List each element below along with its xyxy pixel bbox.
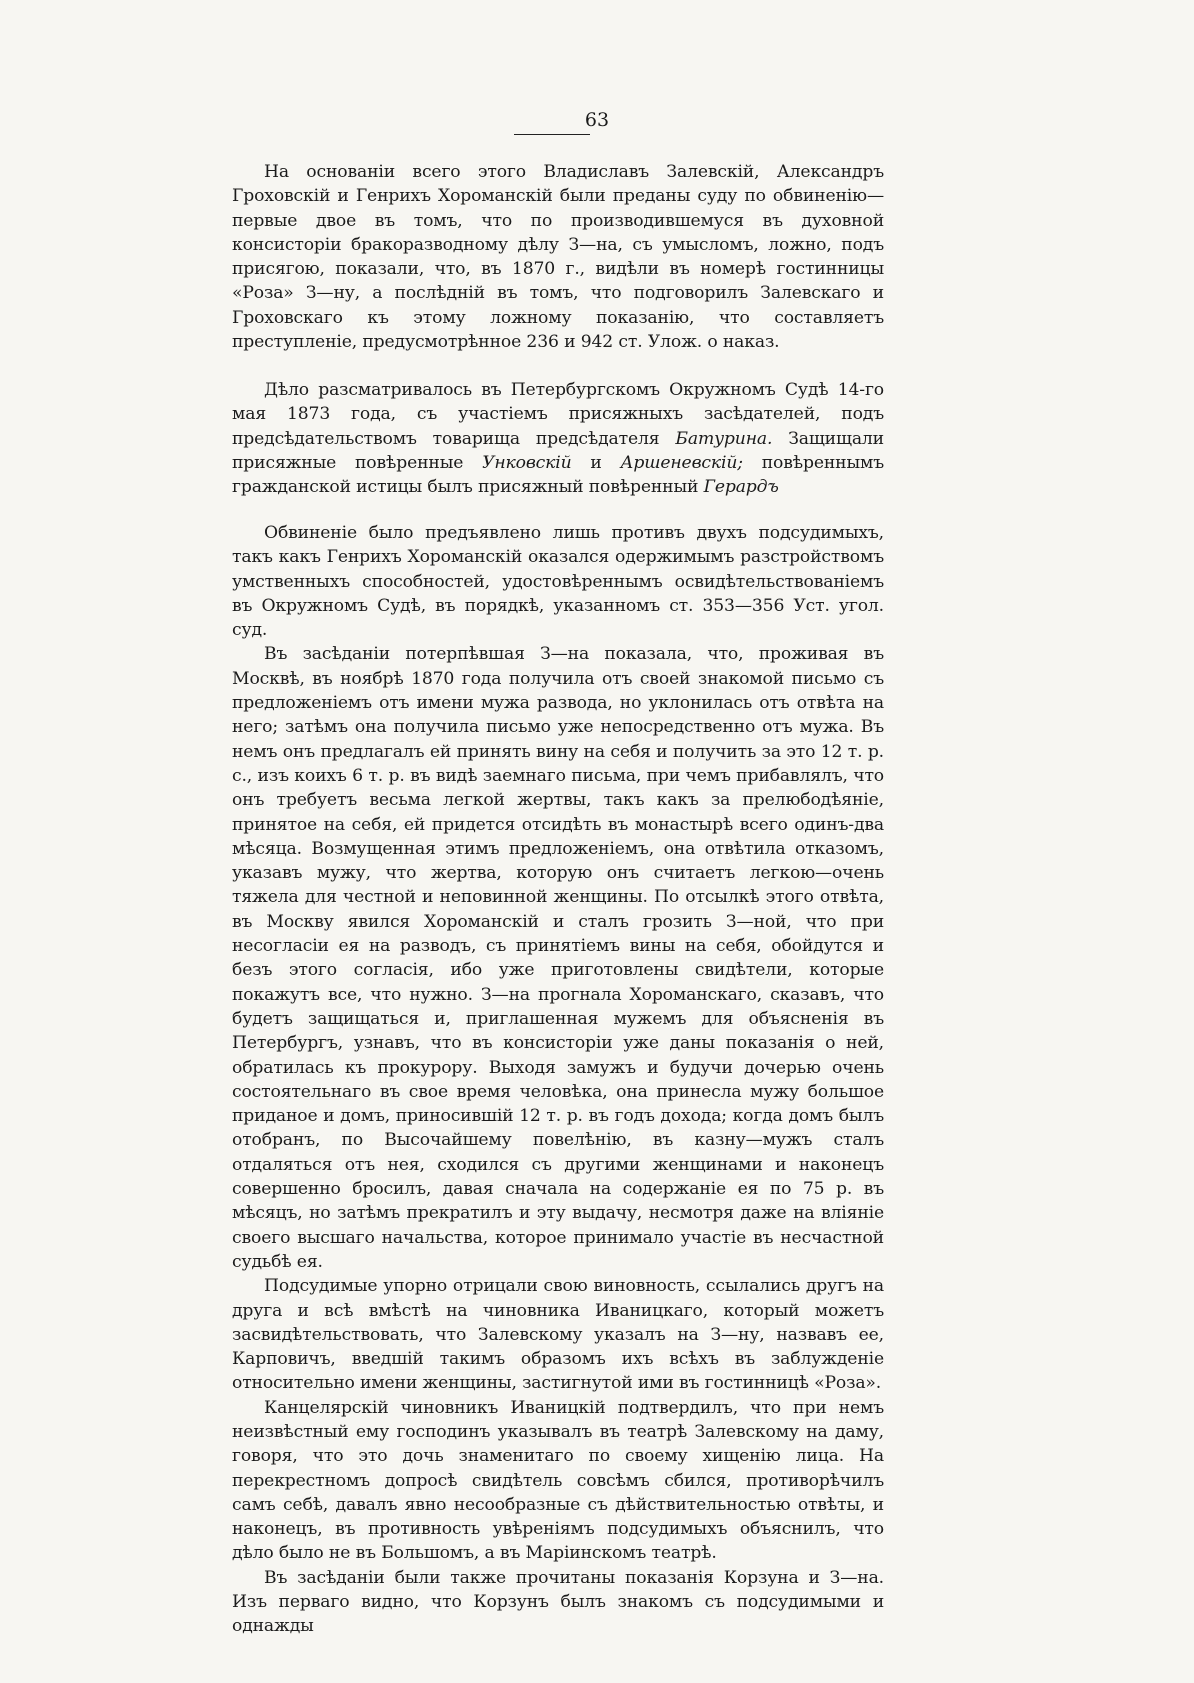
text-block-court (232, 378, 884, 499)
name-unkovsky: Унковскій (482, 452, 572, 473)
paragraph-read-statements: Въ засѣданіи были также прочитаны показанія Корзуна и З—на. Изъ перваго видно, что Корзунъ былъ знакомъ съ подсудимыми и однажды (232, 1567, 884, 1637)
paragraph-court-part: Дѣло разсматривалось въ Петербургскомъ Окружномъ Судѣ 14-го мая 1873 года, съ участіемъ присяжныхъ засѣдателей, подъ предсѣдательствомъ товарища предсѣдателя (232, 380, 884, 449)
paragraph-court-part: и (571, 452, 621, 473)
paragraph-court-part: повѣреннымъ гражданской истицы былъ присяжный повѣренный (232, 452, 885, 498)
page-number-underline (514, 134, 590, 135)
text-block-proceedings (232, 521, 884, 1639)
paragraph-defendants: Подсудимые упорно отрицали свою виновность, ссылались другъ на друга и всѣ вмѣстѣ на чиновника Иваницкаго, который можетъ засвидѣтельствовать, что Залевскому указалъ на З—ну, назвавъ ее, Карповичъ, введшій такимъ образомъ ихъ всѣхъ въ заблужденіе относительно имени женщины, застигнутой ими въ гостинницѣ «Роза». (232, 1276, 884, 1394)
paragraph-court (232, 378, 884, 499)
paragraph-victim-testimony: Въ засѣданіи потерпѣвшая З—на показала, что, проживая въ Москвѣ, въ ноябрѣ 1870 года получила отъ своей знакомой письмо съ предложеніемъ отъ имени мужа развода, но уклонилась отъ отвѣта на него; затѣмъ она получила письмо уже непосредственно отъ мужа. Въ немъ онъ предлагалъ ей принять вину на себя и получить за это 12 т. р. с., изъ коихъ 6 т. р. въ видѣ заемнаго письма, при чемъ прибавлялъ, что онъ требуетъ весьма легкой жертвы, такъ какъ за прелюбодѣяніе, принятое на себя, ей придется отсидѣть въ монастырѣ всего одинъ-два мѣсяца. Возмущенная этимъ предложеніемъ, она отвѣтила отказомъ, указавъ мужу, что жертва, которую онъ считаетъ легкою—очень тяжела для честной и неповинной женщины. По отсылкѣ этого отвѣта, въ Москву явился Хоромaнскій и сталъ грозить З—ной, что при несогласіи ея на разводъ, съ принятіемъ вины на себя, обойдутся и безъ этого согласія, ибо уже приготовлены свидѣтели, которые покажутъ все, что нужно. З—на прогнала Хоромaнскаго, сказавъ, что будетъ защищаться и, приглашенная мужемъ для объясненія въ Петербургъ, узнавъ, что въ консисторіи уже даны показанія о ней, обратилась къ прокурору. Выходя замужъ и будучи дочерью очень состоятельнаго въ свое время человѣка, она принесла мужу большое приданое и домъ, приносившій 12 т. р. въ годъ дохода; когда домъ былъ отобранъ, по Высочайшему повелѣнію, въ казну—мужъ сталъ отдаляться отъ нея, сходился съ другими женщинами и наконецъ совершенно бросилъ, давая сначала на содержаніе ея по 75 р. въ мѣсяцъ, но затѣмъ прекратилъ и эту выдачу, несмотря даже на вліяніе своего высшаго начальства, которое принимало участіе въ несчастной судьбѣ ея. (232, 644, 884, 1272)
paragraph-charges: Обвиненіе было предъявлено лишь противъ двухъ подсудимыхъ, такъ какъ Генрихъ Хоромaнскій оказался одержимымъ разстройствомъ умственныхъ способностей, удостовѣреннымъ освидѣтельствованіемъ въ Окружномъ Судѣ, въ порядкѣ, указанномъ ст. 353—356 Уст. угол. суд. (232, 523, 884, 641)
paragraph-indictment: На основаніи всего этого Владиславъ Залевскій, Александръ Гроховскій и Генрихъ Хоромaнскій были преданы суду по обвиненію—первые двое въ томъ, что по производившемуся въ духовной консисторіи бракоразводному дѣлу З—на, съ умысломъ, ложно, подъ присягою, показали, что, въ 1870 г., видѣли въ номерѣ гостинницы «Роза» З—ну, а послѣдній въ томъ, что подговорилъ Залевскаго и Гроховскаго къ этому ложному показанію, что составляетъ преступленіе, предусмотрѣнное 236 и 942 ст. Улож. о наказ. (232, 162, 884, 353)
name-baturin: Батурина. (675, 428, 773, 449)
paragraph-witness-ivanitsky: Канцелярскій чиновникъ Иваницкій подтвердилъ, что при немъ неизвѣстный ему господинъ указывалъ въ театрѣ Залевскому на даму, говоря, что это дочь знаменитаго по своему хищенію лица. На перекрестномъ допросѣ свидѣтель совсѣмъ сбился, противорѣчилъ самъ себѣ, давалъ явно несообразные съ дѣйствительностью отвѣты, и наконецъ, въ противность увѣреніямъ подсудимыхъ объяснилъ, что дѣло было не въ Большомъ, а въ Маріинскомъ театрѣ. (232, 1397, 884, 1564)
page-number: 63 (584, 109, 610, 131)
name-arshenevsky: Аршеневскій; (620, 452, 743, 473)
paragraph-court-part: Защищали присяжные повѣренные (232, 428, 884, 473)
text-block-indictment (232, 160, 884, 354)
name-gerard: Герардъ (703, 477, 779, 498)
